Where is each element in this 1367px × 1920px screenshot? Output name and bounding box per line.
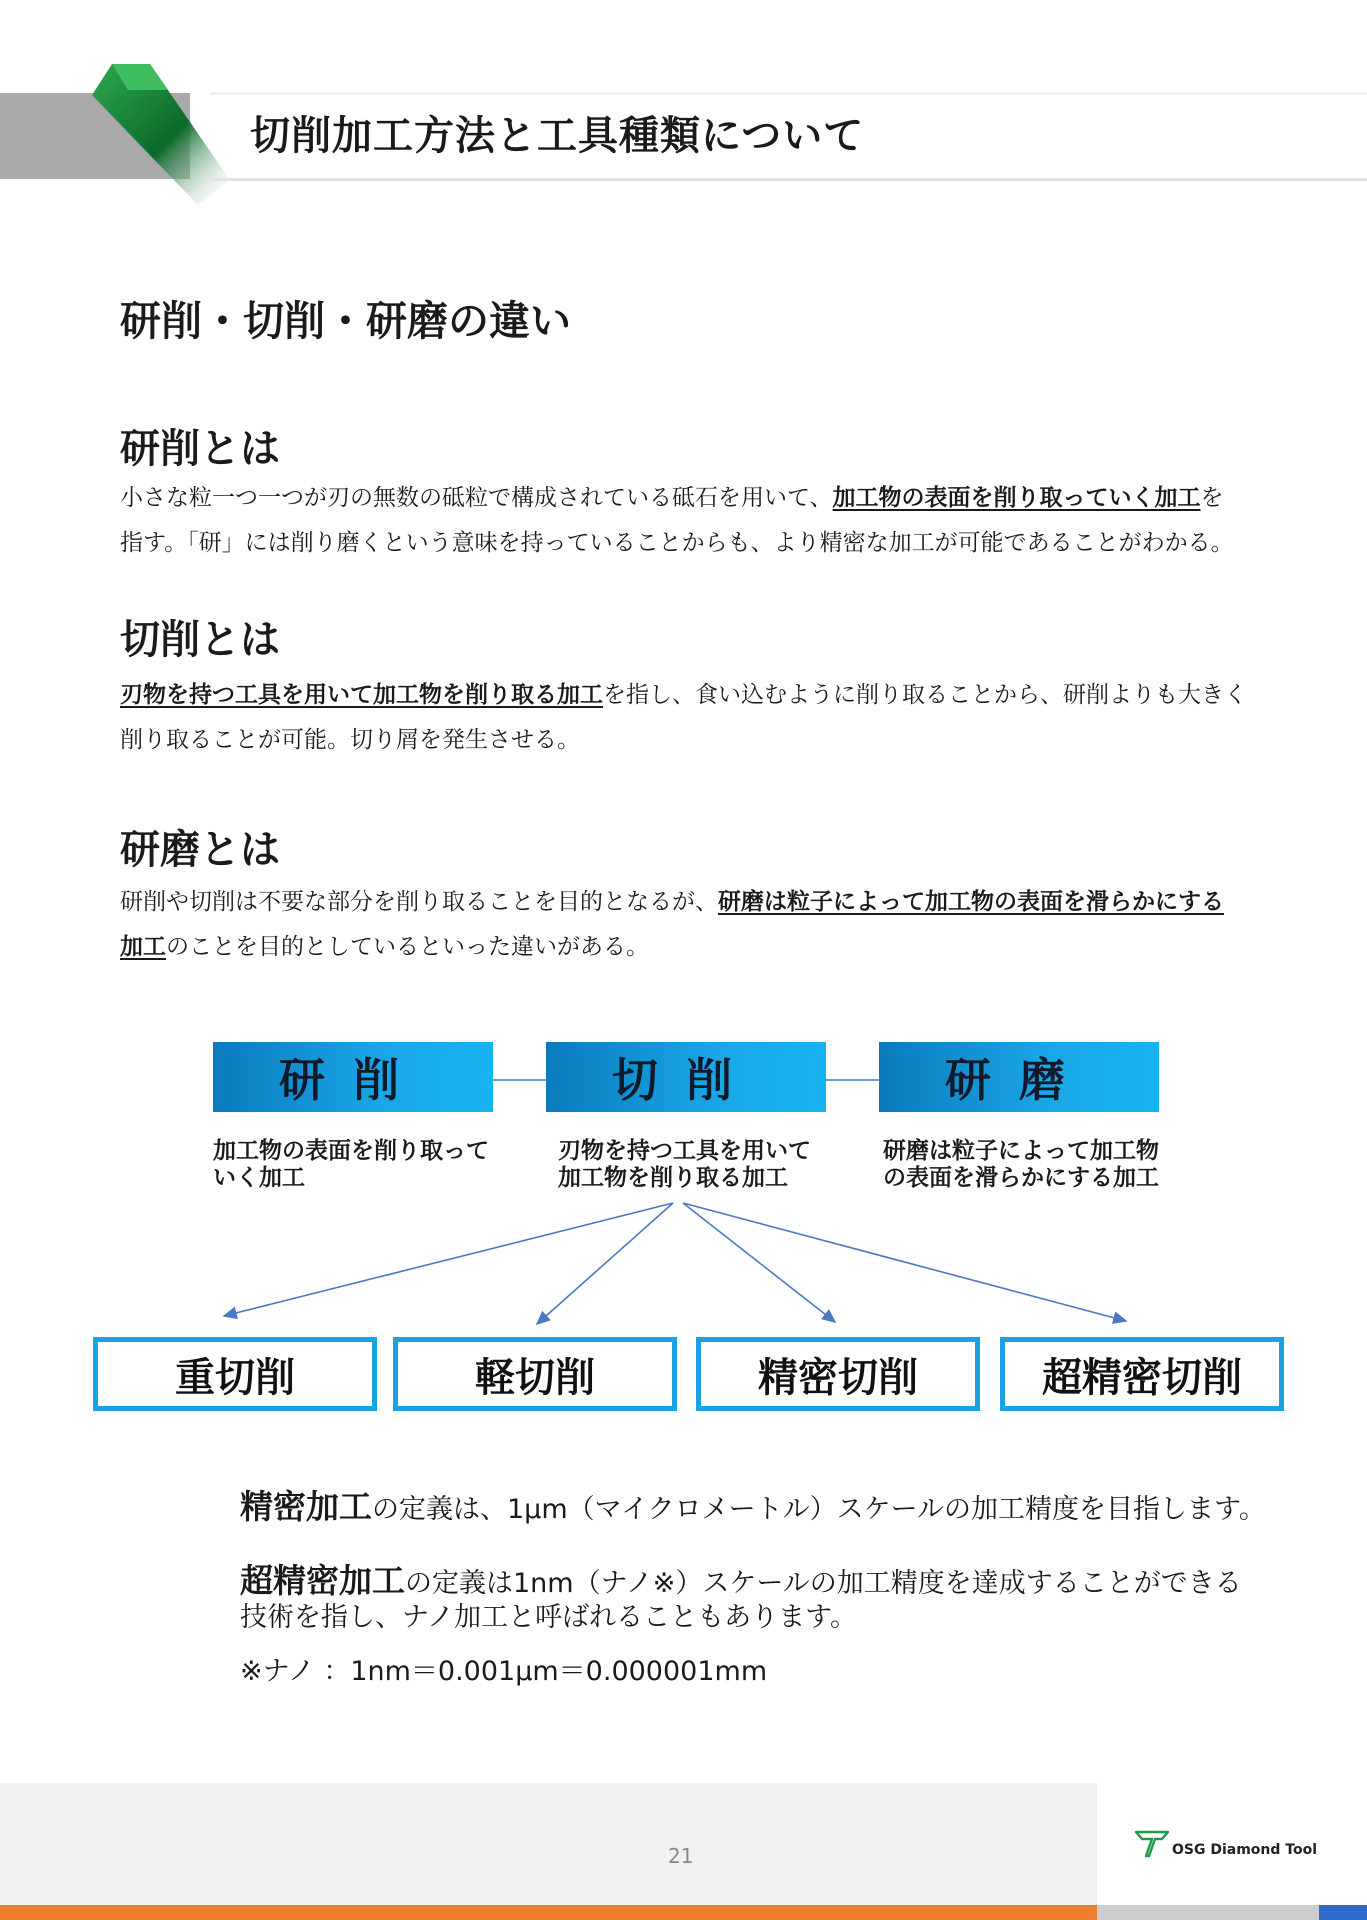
box-ultra-precision-cutting: 超精密切削 [1000, 1337, 1284, 1411]
box-cutting: 切削 [546, 1042, 826, 1112]
ultra-precision-definition: 超精密加工の定義は1nm（ナノ※）スケールの加工精度を達成することができる 技術を指し、ナノ加工と呼ばれることもあります。 [240, 1561, 1242, 1633]
grinding-paragraph: 小さな粒一つ一つが刃の無数の砥粒で構成されている砥石を用いて、加工物の表面を削り取っていく加工を 指す。「研」には削り磨くという意味を持っていることからも、より精密な加工が可能であることがわかる。 [120, 485, 1234, 556]
cutting-description: 刃物を持つ工具を用いて 加工物を削り取る加工 [558, 1138, 811, 1191]
arrow [683, 1203, 1126, 1321]
polishing-description: 研磨は粒子によって加工物 の表面を滑らかにする加工 [883, 1138, 1159, 1191]
cutting-heading: 切削とは [120, 617, 280, 663]
footer-background [0, 1783, 1097, 1905]
arrow [683, 1203, 835, 1322]
cutting-paragraph: 刃物を持つ工具を用いて加工物を削り取る加工を指し、食い込むように削り取ることから、研削よりも大きく 削り取ることが可能。切り屑を発生させる。 [120, 682, 1247, 753]
box-heavy-cutting: 重切削 [93, 1337, 377, 1411]
page-number: 21 [668, 1844, 694, 1868]
footer-gray-bar [1097, 1905, 1319, 1920]
box-polishing: 研磨 [879, 1042, 1159, 1112]
page-title: 切削加工方法と工具種類について [250, 113, 865, 159]
arrow [537, 1203, 673, 1324]
box-light-cutting: 軽切削 [393, 1337, 677, 1411]
polishing-heading: 研磨とは [120, 827, 280, 873]
nano-note: ※ナノ ：1nm＝0.001μm＝0.000001mm [240, 1656, 768, 1687]
polishing-paragraph: 研削や切削は不要な部分を削り取ることを目的となるが、研磨は粒子によって加工物の表面を滑らかにする 加工のことを目的としているといった違いがある。 [120, 889, 1224, 960]
section-title: 研削・切削・研磨の違い [120, 297, 571, 345]
footer-orange-bar [0, 1905, 1097, 1920]
box-precision-cutting: 精密切削 [696, 1337, 980, 1411]
logo-text: OSG Diamond Tool [1172, 1842, 1318, 1858]
grinding-description: 加工物の表面を削り取って いく加工 [213, 1138, 489, 1191]
osg-logo-icon [1134, 1829, 1170, 1859]
arrow [224, 1203, 673, 1316]
grinding-heading: 研削とは [120, 426, 280, 472]
box-grinding: 研削 [213, 1042, 493, 1112]
footer-blue-bar [1319, 1905, 1367, 1920]
precision-definition: 精密加工の定義は、1μm（マイクロメートル）スケールの加工精度を目指します。 [240, 1487, 1266, 1526]
